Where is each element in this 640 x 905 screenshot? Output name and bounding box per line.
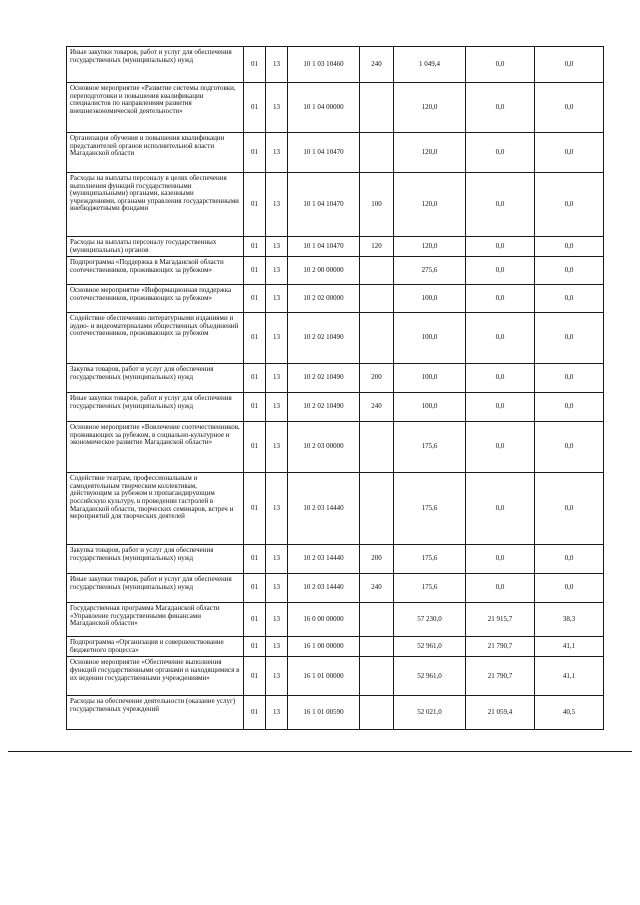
row-description: Основное мероприятие «Вовлечение соотечественников, проживающих за рубежом, в социально-культурное и экономическое развитие Магаданской области»	[67, 422, 244, 473]
row-subsection-code: 13	[266, 657, 288, 696]
row-description: Закупка товаров, работ и услуг для обеспечения государственных (муниципальных) нужд	[67, 545, 244, 574]
row-description: Закупка товаров, работ и услуг для обеспечения государственных (муниципальных) нужд	[67, 364, 244, 393]
row-section-code: 01	[244, 173, 266, 237]
table-row	[67, 313, 604, 364]
row-expense-type	[360, 473, 394, 545]
row-description: Содействие театрам, профессиональным и самодеятельным творческим коллективам, действующим за рубежом и пропагандирующим российскую культуру, в проведении гастролей в Магаданской области, творческих семинаров, встреч и мероприятий для творческих деятелей	[67, 473, 244, 545]
row-subsection-code: 13	[266, 285, 288, 313]
row-description: Государственная программа Магаданской области «Управление государственными финансами Магаданской области»	[67, 603, 244, 637]
row-target-article: 16 1 00 00000	[288, 637, 360, 657]
budget-table	[66, 46, 604, 730]
row-target-article: 10 1 04 10470	[288, 173, 360, 237]
row-value-percent: 41,1	[535, 657, 604, 696]
row-subsection-code: 13	[266, 173, 288, 237]
table-body	[67, 47, 604, 730]
row-expense-type	[360, 422, 394, 473]
row-description: Расходы на выплаты персоналу в целях обеспечения выполнения функций государственными (муниципальными) органами, казенными учреждениями, органами управления государственными внебюджетными фондами	[67, 173, 244, 237]
row-value-percent: 0,0	[535, 47, 604, 83]
row-target-article: 10 2 02 10490	[288, 393, 360, 422]
row-subsection-code: 13	[266, 574, 288, 603]
table-row	[67, 545, 604, 574]
row-value-planned: 120,0	[394, 237, 466, 257]
row-target-article: 10 1 03 10460	[288, 47, 360, 83]
row-expense-type: 240	[360, 393, 394, 422]
row-description: Организация обучения и повышения квалификации представителей органов исполнительной власти Магаданской области	[67, 133, 244, 173]
row-expense-type: 100	[360, 173, 394, 237]
row-subsection-code: 13	[266, 257, 288, 285]
table-row	[67, 285, 604, 313]
row-value-executed: 0,0	[466, 422, 535, 473]
table-row	[67, 657, 604, 696]
row-section-code: 01	[244, 637, 266, 657]
row-value-executed: 0,0	[466, 313, 535, 364]
row-section-code: 01	[244, 237, 266, 257]
row-value-executed: 0,0	[466, 364, 535, 393]
row-value-executed: 0,0	[466, 133, 535, 173]
row-description: Иные закупки товаров, работ и услуг для обеспечения государственных (муниципальных) нужд	[67, 47, 244, 83]
row-section-code: 01	[244, 545, 266, 574]
row-section-code: 01	[244, 393, 266, 422]
row-description: Расходы на выплаты персоналу государственных (муниципальных) органов	[67, 237, 244, 257]
row-value-planned: 100,0	[394, 364, 466, 393]
row-target-article: 10 1 04 10470	[288, 237, 360, 257]
row-target-article: 10 2 03 00000	[288, 422, 360, 473]
row-target-article: 10 2 02 10490	[288, 313, 360, 364]
row-value-planned: 57 230,0	[394, 603, 466, 637]
row-value-executed: 0,0	[466, 393, 535, 422]
row-value-executed: 0,0	[466, 285, 535, 313]
row-section-code: 01	[244, 574, 266, 603]
row-target-article: 10 2 03 14440	[288, 545, 360, 574]
row-value-planned: 120,0	[394, 133, 466, 173]
table-row	[67, 173, 604, 237]
row-expense-type: 200	[360, 545, 394, 574]
row-target-article: 10 2 00 00000	[288, 257, 360, 285]
row-value-planned: 275,6	[394, 257, 466, 285]
row-value-executed: 0,0	[466, 83, 535, 133]
row-subsection-code: 13	[266, 545, 288, 574]
row-value-planned: 52 961,0	[394, 657, 466, 696]
row-value-executed: 21 790,7	[466, 657, 535, 696]
row-subsection-code: 13	[266, 422, 288, 473]
row-target-article: 10 1 04 10470	[288, 133, 360, 173]
row-section-code: 01	[244, 285, 266, 313]
row-value-percent: 0,0	[535, 285, 604, 313]
row-subsection-code: 13	[266, 364, 288, 393]
row-expense-type	[360, 696, 394, 730]
table-row	[67, 603, 604, 637]
row-expense-type	[360, 657, 394, 696]
row-target-article: 10 2 03 14440	[288, 574, 360, 603]
row-value-executed: 0,0	[466, 257, 535, 285]
row-target-article: 10 2 02 10490	[288, 364, 360, 393]
row-value-percent: 0,0	[535, 473, 604, 545]
row-value-percent: 41,1	[535, 637, 604, 657]
row-value-executed: 0,0	[466, 545, 535, 574]
row-value-planned: 52 961,0	[394, 637, 466, 657]
row-value-planned: 120,0	[394, 173, 466, 237]
row-value-executed: 0,0	[466, 47, 535, 83]
table-row	[67, 364, 604, 393]
row-section-code: 01	[244, 364, 266, 393]
row-section-code: 01	[244, 257, 266, 285]
table-row	[67, 237, 604, 257]
table-row	[67, 422, 604, 473]
row-value-executed: 0,0	[466, 473, 535, 545]
row-target-article: 16 1 01 00590	[288, 696, 360, 730]
row-value-executed: 21 790,7	[466, 637, 535, 657]
row-value-percent: 0,0	[535, 257, 604, 285]
row-target-article: 10 2 03 14440	[288, 473, 360, 545]
table-row	[67, 133, 604, 173]
row-value-percent: 0,0	[535, 313, 604, 364]
row-value-executed: 21 915,7	[466, 603, 535, 637]
row-value-executed: 21 059,4	[466, 696, 535, 730]
row-value-planned: 100,0	[394, 285, 466, 313]
row-value-planned: 175,6	[394, 473, 466, 545]
row-value-percent: 0,0	[535, 574, 604, 603]
row-section-code: 01	[244, 696, 266, 730]
row-value-planned: 175,6	[394, 574, 466, 603]
row-value-executed: 0,0	[466, 237, 535, 257]
row-expense-type: 240	[360, 574, 394, 603]
row-section-code: 01	[244, 47, 266, 83]
row-value-percent: 0,0	[535, 393, 604, 422]
row-section-code: 01	[244, 603, 266, 637]
row-target-article: 16 1 01 00000	[288, 657, 360, 696]
row-value-percent: 0,0	[535, 422, 604, 473]
row-description: Основное мероприятие «Информационная поддержка соотечественников, проживающих за рубежом»	[67, 285, 244, 313]
row-expense-type	[360, 83, 394, 133]
row-target-article: 16 0 00 00000	[288, 603, 360, 637]
row-subsection-code: 13	[266, 83, 288, 133]
row-value-planned: 175,6	[394, 422, 466, 473]
row-subsection-code: 13	[266, 393, 288, 422]
row-value-percent: 38,3	[535, 603, 604, 637]
row-value-percent: 0,0	[535, 173, 604, 237]
row-section-code: 01	[244, 313, 266, 364]
row-description: Подпрограмма «Поддержка в Магаданской области соотечественников, проживающих за рубежом»	[67, 257, 244, 285]
row-description: Иные закупки товаров, работ и услуг для обеспечения государственных (муниципальных) нужд	[67, 574, 244, 603]
row-subsection-code: 13	[266, 313, 288, 364]
row-section-code: 01	[244, 657, 266, 696]
table-row	[67, 393, 604, 422]
row-description: Иные закупки товаров, работ и услуг для обеспечения государственных (муниципальных) нужд	[67, 393, 244, 422]
row-value-planned: 175,6	[394, 545, 466, 574]
row-expense-type	[360, 257, 394, 285]
row-value-percent: 40,5	[535, 696, 604, 730]
table-row	[67, 473, 604, 545]
row-value-planned: 100,0	[394, 393, 466, 422]
row-value-planned: 52 021,0	[394, 696, 466, 730]
table-row	[67, 574, 604, 603]
table-row	[67, 637, 604, 657]
row-expense-type	[360, 603, 394, 637]
row-target-article: 10 2 02 00000	[288, 285, 360, 313]
row-value-planned: 1 049,4	[394, 47, 466, 83]
row-expense-type	[360, 637, 394, 657]
row-section-code: 01	[244, 133, 266, 173]
row-subsection-code: 13	[266, 237, 288, 257]
row-expense-type: 120	[360, 237, 394, 257]
row-section-code: 01	[244, 422, 266, 473]
row-value-planned: 100,0	[394, 313, 466, 364]
row-target-article: 10 1 04 00000	[288, 83, 360, 133]
row-subsection-code: 13	[266, 637, 288, 657]
table-row	[67, 83, 604, 133]
row-subsection-code: 13	[266, 603, 288, 637]
row-expense-type: 200	[360, 364, 394, 393]
row-expense-type: 240	[360, 47, 394, 83]
row-value-percent: 0,0	[535, 83, 604, 133]
row-value-percent: 0,0	[535, 237, 604, 257]
row-description: Основное мероприятие «Обеспечение выполнения функций государственными органами и находящимися в их ведении государственными учреждениями»	[67, 657, 244, 696]
row-value-executed: 0,0	[466, 574, 535, 603]
row-value-percent: 0,0	[535, 133, 604, 173]
row-description: Расходы на обеспечение деятельности (оказание услуг) государственных учреждений	[67, 696, 244, 730]
row-section-code: 01	[244, 473, 266, 545]
row-section-code: 01	[244, 83, 266, 133]
row-subsection-code: 13	[266, 696, 288, 730]
table-row	[67, 696, 604, 730]
row-expense-type	[360, 313, 394, 364]
row-description: Основное мероприятие «Развитие системы подготовки, переподготовки и повышения квалификации специалистов по направлениям развития внешнеэкономической деятельности»	[67, 83, 244, 133]
row-subsection-code: 13	[266, 133, 288, 173]
table-row	[67, 47, 604, 83]
page-bottom-rule	[8, 751, 632, 752]
row-value-executed: 0,0	[466, 173, 535, 237]
row-description: Подпрограмма «Организация и совершенствование бюджетного процесса»	[67, 637, 244, 657]
row-expense-type	[360, 133, 394, 173]
table-row	[67, 257, 604, 285]
row-value-planned: 120,0	[394, 83, 466, 133]
row-expense-type	[360, 285, 394, 313]
row-value-percent: 0,0	[535, 545, 604, 574]
row-subsection-code: 13	[266, 473, 288, 545]
row-value-percent: 0,0	[535, 364, 604, 393]
row-description: Содействие обеспечению литературными изданиями и аудио- и видеоматериалами общественных объединений соотечественников, проживающих за рубежом	[67, 313, 244, 364]
row-subsection-code: 13	[266, 47, 288, 83]
